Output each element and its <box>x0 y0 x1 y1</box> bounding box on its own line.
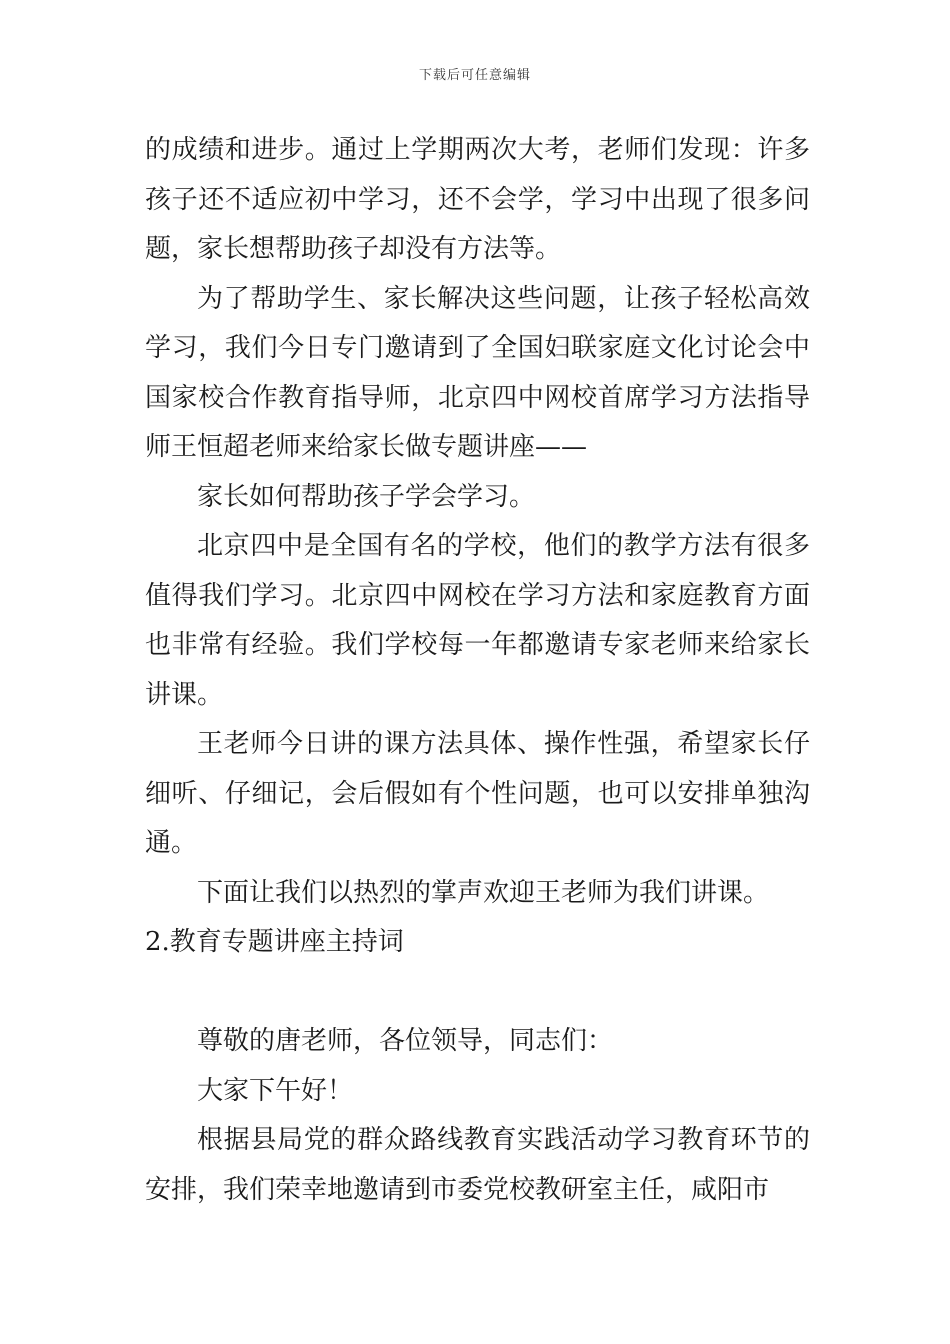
paragraph-2: 为了帮助学生、家长解决这些问题，让孩子轻松高效学习，我们今日专门邀请到了全国妇联家庭文化讨论会中国家校合作教育指导师，北京四中网校首席学习方法指导师王恒超老师来给家长做专题讲座—— <box>145 283 810 462</box>
paragraph-4: 北京四中是全国有名的学校，他们的教学方法有很多值得我们学习。北京四中网校在学习方法和家庭教育方面也非常有经验。我们学校每一年都邀请专家老师来给家长讲课。 <box>145 531 810 710</box>
blank-line <box>145 968 810 1018</box>
paragraph-5: 王老师今日讲的课方法具体、操作性强，希望家长仔细听、仔细记，会后假如有个性问题，也可以安排单独沟通。 <box>145 729 810 858</box>
paragraph-salutation: 尊敬的唐老师，各位领导，同志们： <box>197 1026 614 1056</box>
paragraph-3: 家长如何帮助孩子学会学习。 <box>197 481 536 512</box>
paragraph-intro: 根据县局党的群众路线教育实践活动学习教育环节的安排，我们荣幸地邀请到市委党校教研室主任，咸阳市 <box>145 1125 810 1205</box>
page-header: 下载后可任意编辑 <box>418 68 531 83</box>
section-heading: 2.教育专题讲座主持词 <box>145 927 404 957</box>
paragraph-1: 的成绩和进步。通过上学期两次大考，老师们发现：许多孩子还不适应初中学习，还不会学，学习中出现了很多问题，家长想帮助孩子却没有方法等。 <box>145 135 810 264</box>
document-body <box>145 126 810 1215</box>
paragraph-6: 下面让我们以热烈的掌声欢迎王老师为我们讲课。 <box>197 877 770 908</box>
paragraph-greeting: 大家下午好！ <box>197 1075 354 1106</box>
